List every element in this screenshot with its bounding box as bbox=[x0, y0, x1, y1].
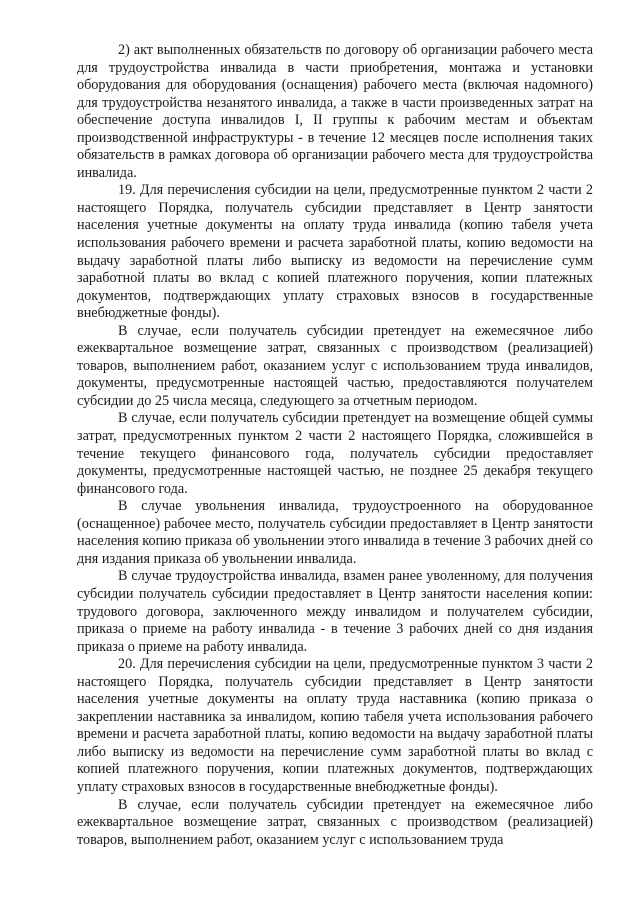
paragraph-annual-reimbursement: В случае, если получатель субсидии претендует на возмещение общей суммы затрат, предусмотренных пунктом 2 части 2 настоящего Порядка, сложившейся в течение текущего финансового года, получатель субсидии предоставляет документы, предусмотренные настоящей частью, не позднее 25 декабря текущего финансового года. bbox=[77, 410, 593, 497]
paragraph-monthly-reimbursement-mentor: В случае, если получатель субсидии претендует на ежемесячное либо ежеквартальное возмещение затрат, связанных с производством (реализацией) товаров, выполнением работ, оказанием услуг с использованием труда bbox=[77, 796, 593, 848]
document-body bbox=[77, 42, 593, 849]
paragraph-act-obligations: 2) акт выполненных обязательств по договору об организации рабочего места для трудоустройства инвалида в части приобретения, монтажа и установки оборудования для оборудования (оснащения) рабочего места (включая надомного) для трудоустройства незанятого инвалида, а также в части произведенных затрат на обеспечение доступа инвалидов I, II группы к рабочим местам и объектам производственной инфраструктуры - в течение 12 месяцев после исполнения таких обязательств в рамках договора об организации рабочего места для трудоустройства инвалида. bbox=[77, 42, 593, 181]
paragraph-item-20: 20. Для перечисления субсидии на цели, предусмотренные пунктом 3 части 2 настоящего Порядка, получатель субсидии представляет в Центр занятости населения учетные документы на оплату труда наставника (копию приказа о закреплении наставника за инвалидом, копию табеля учета использования рабочего времени и расчета заработной платы, копию ведомости на выдачу заработной платы либо выписку из ведомости на перечисление сумм заработной платы во вклад с копией платежного поручения, копии платежных документов, подтверждающих уплату страховых взносов в государственные внебюджетные фонды). bbox=[77, 656, 593, 795]
paragraph-replacement-hiring: В случае трудоустройства инвалида, взамен ранее уволенному, для получения субсидии получатель субсидии предоставляет в Центр занятости населения копии: трудового договора, заключенного между инвалидом и получателем субсидии, приказа о приеме на работу инвалида - в течение 3 рабочих дней со дня издания приказа о приеме на работу инвалида. bbox=[77, 568, 593, 655]
paragraph-monthly-reimbursement: В случае, если получатель субсидии претендует на ежемесячное либо ежеквартальное возмещение затрат, связанных с производством (реализацией) товаров, выполнением работ, оказанием услуг с использованием труда инвалидов, документы, предусмотренные настоящей частью, предоставляются получателем субсидии до 25 числа месяца, следующего за отчетным периодом. bbox=[77, 322, 593, 409]
paragraph-item-19: 19. Для перечисления субсидии на цели, предусмотренные пунктом 2 части 2 настоящего Порядка, получатель субсидии представляет в Центр занятости населения учетные документы на оплату труда инвалида (копию табеля учета использования рабочего времени и расчета заработной платы, копию ведомости на выдачу заработной платы либо выписку из ведомости на перечисление сумм заработной платы во вклад с копией платежного поручения, копии платежных документов, подтверждающих уплату страховых взносов в государственные внебюджетные фонды). bbox=[77, 182, 593, 322]
paragraph-dismissal: В случае увольнения инвалида, трудоустроенного на оборудованное (оснащенное) рабочее место, получатель субсидии предоставляет в Центр занятости населения копию приказа об увольнении этого инвалида в течение 3 рабочих дней со дня издания приказа об увольнении инвалида. bbox=[77, 498, 593, 567]
